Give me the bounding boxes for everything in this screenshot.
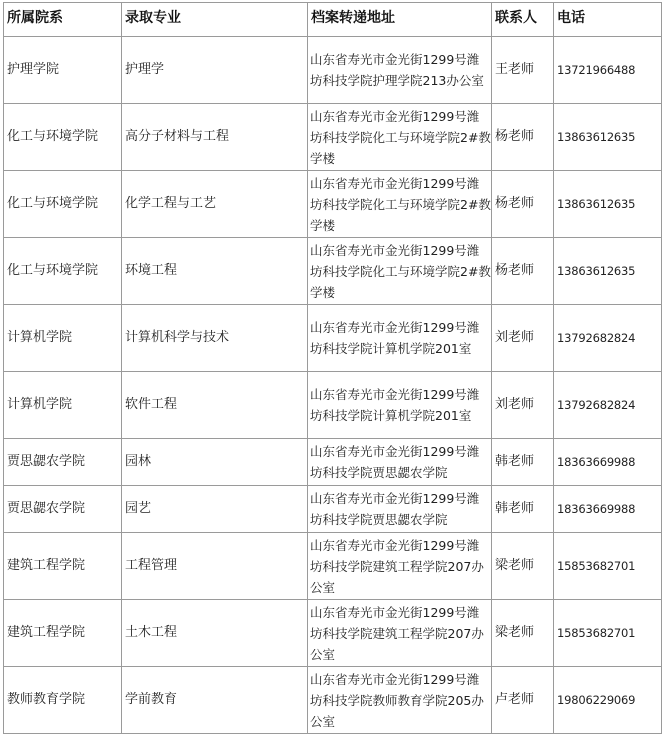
header-phone: 电话 [554, 3, 662, 37]
cell-department: 教师教育学院 [4, 667, 122, 734]
cell-phone: 18363669988 [554, 439, 662, 486]
cell-archive-address: 山东省寿光市金光街1299号潍坊科技学院化工与环境学院2#教学楼 [308, 104, 492, 171]
table-row [4, 305, 662, 372]
cell-archive-address: 山东省寿光市金光街1299号潍坊科技学院计算机学院201室 [308, 305, 492, 372]
cell-department: 计算机学院 [4, 305, 122, 372]
cell-contact: 梁老师 [492, 600, 554, 667]
table-row [4, 439, 662, 486]
cell-phone: 13792682824 [554, 372, 662, 439]
cell-major: 园艺 [122, 486, 308, 533]
cell-major: 环境工程 [122, 238, 308, 305]
cell-phone: 18363669988 [554, 486, 662, 533]
cell-major: 护理学 [122, 37, 308, 104]
cell-department: 贾思勰农学院 [4, 486, 122, 533]
cell-contact: 韩老师 [492, 439, 554, 486]
cell-phone: 13863612635 [554, 171, 662, 238]
cell-major: 软件工程 [122, 372, 308, 439]
cell-department: 贾思勰农学院 [4, 439, 122, 486]
cell-archive-address: 山东省寿光市金光街1299号潍坊科技学院贾思勰农学院 [308, 486, 492, 533]
cell-department: 化工与环境学院 [4, 238, 122, 305]
table-row [4, 486, 662, 533]
cell-department: 化工与环境学院 [4, 104, 122, 171]
table-row [4, 37, 662, 104]
cell-major: 计算机科学与技术 [122, 305, 308, 372]
header-major: 录取专业 [122, 3, 308, 37]
table-header [4, 3, 662, 37]
cell-archive-address: 山东省寿光市金光街1299号潍坊科技学院计算机学院201室 [308, 372, 492, 439]
cell-contact: 刘老师 [492, 305, 554, 372]
cell-contact: 卢老师 [492, 667, 554, 734]
cell-major: 化学工程与工艺 [122, 171, 308, 238]
table-row [4, 372, 662, 439]
cell-archive-address: 山东省寿光市金光街1299号潍坊科技学院建筑工程学院207办公室 [308, 533, 492, 600]
cell-major: 学前教育 [122, 667, 308, 734]
cell-phone: 13863612635 [554, 104, 662, 171]
table-row [4, 533, 662, 600]
header-department: 所属院系 [4, 3, 122, 37]
header-contact: 联系人 [492, 3, 554, 37]
cell-contact: 杨老师 [492, 171, 554, 238]
cell-phone: 15853682701 [554, 533, 662, 600]
admission-archive-table [3, 2, 662, 734]
header-row [4, 3, 662, 37]
cell-department: 建筑工程学院 [4, 533, 122, 600]
table-row [4, 171, 662, 238]
cell-contact: 杨老师 [492, 104, 554, 171]
cell-contact: 韩老师 [492, 486, 554, 533]
cell-phone: 13863612635 [554, 238, 662, 305]
table-row [4, 600, 662, 667]
cell-contact: 刘老师 [492, 372, 554, 439]
cell-archive-address: 山东省寿光市金光街1299号潍坊科技学院化工与环境学院2#教学楼 [308, 171, 492, 238]
cell-archive-address: 山东省寿光市金光街1299号潍坊科技学院护理学院213办公室 [308, 37, 492, 104]
cell-major: 高分子材料与工程 [122, 104, 308, 171]
table-row [4, 104, 662, 171]
cell-phone: 19806229069 [554, 667, 662, 734]
cell-department: 护理学院 [4, 37, 122, 104]
cell-contact: 梁老师 [492, 533, 554, 600]
cell-department: 化工与环境学院 [4, 171, 122, 238]
cell-phone: 13721966488 [554, 37, 662, 104]
cell-archive-address: 山东省寿光市金光街1299号潍坊科技学院化工与环境学院2#教学楼 [308, 238, 492, 305]
table-row [4, 238, 662, 305]
header-archive-address: 档案转递地址 [308, 3, 492, 37]
cell-contact: 王老师 [492, 37, 554, 104]
table-row [4, 667, 662, 734]
cell-major: 土木工程 [122, 600, 308, 667]
cell-department: 计算机学院 [4, 372, 122, 439]
cell-archive-address: 山东省寿光市金光街1299号潍坊科技学院贾思勰农学院 [308, 439, 492, 486]
cell-contact: 杨老师 [492, 238, 554, 305]
cell-phone: 13792682824 [554, 305, 662, 372]
cell-major: 园林 [122, 439, 308, 486]
cell-archive-address: 山东省寿光市金光街1299号潍坊科技学院教师教育学院205办公室 [308, 667, 492, 734]
cell-archive-address: 山东省寿光市金光街1299号潍坊科技学院建筑工程学院207办公室 [308, 600, 492, 667]
cell-major: 工程管理 [122, 533, 308, 600]
cell-department: 建筑工程学院 [4, 600, 122, 667]
cell-phone: 15853682701 [554, 600, 662, 667]
table-body [4, 37, 662, 734]
